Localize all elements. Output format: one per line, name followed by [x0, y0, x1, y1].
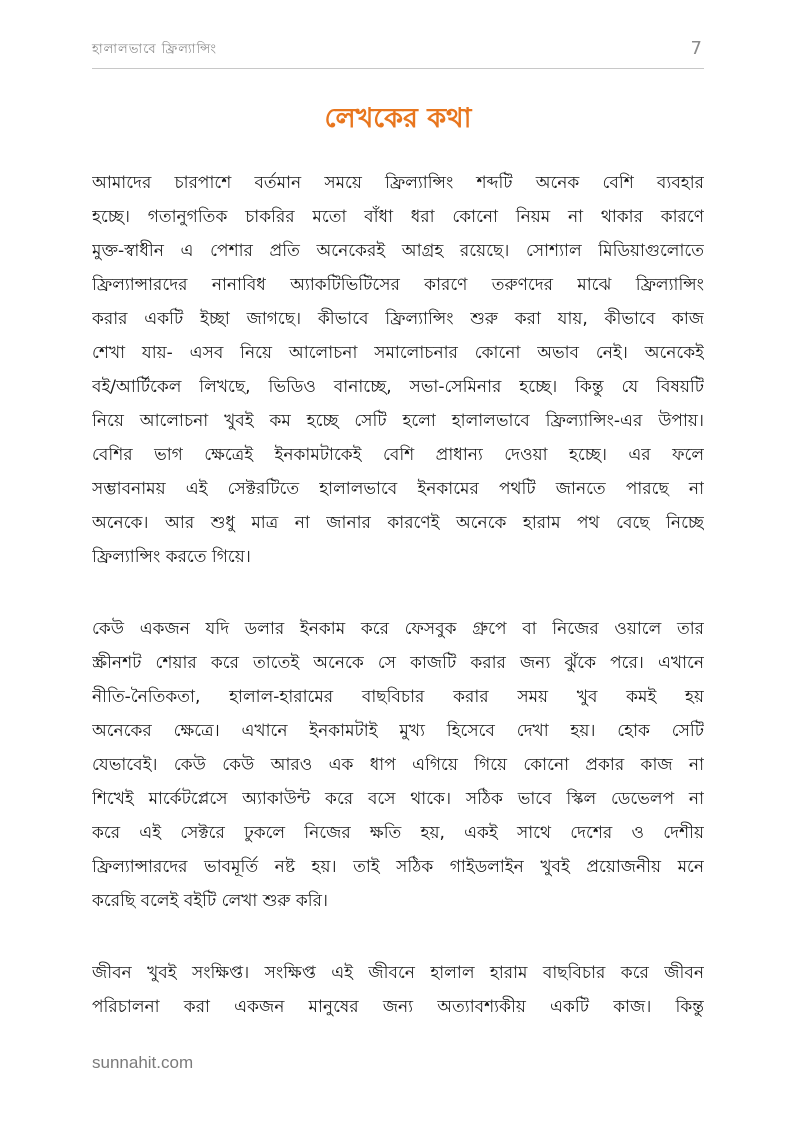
text-line: আমাদের চারপাশে বর্তমান সময়ে ফ্রিল্যান্সিং শব্দটি অনেক বেশি ব্যবহার — [92, 173, 704, 193]
text-line: করার একটি ইচ্ছা জাগছে। কীভাবে ফ্রিল্যান্সিং শুরু করা যায়, কীভাবে কাজ — [92, 309, 704, 329]
chapter-title: লেখকের কথা — [324, 103, 472, 134]
paragraph-2 — [92, 612, 704, 918]
text-line: শিখেই মার্কেটপ্লেসে অ্যাকাউন্ট করে বসে থাকে। সঠিক ভাবে স্কিল ডেভেলপ না — [92, 789, 704, 809]
text-line: বই/আর্টিকেল লিখছে, ভিডিও বানাচ্ছে, সভা-সেমিনার হচ্ছে। কিন্তু যে বিষয়টি — [92, 377, 704, 397]
text-line: স্ক্রীনশট শেয়ার করে তাতেই অনেকে সে কাজটি করার জন্য ঝুঁকে পরে। এখানে — [92, 653, 704, 673]
text-line: শেখা যায়- এসব নিয়ে আলোচনা সমালোচনার কোনো অভাব নেই। অনেকেই — [92, 343, 704, 363]
paragraph-1 — [92, 166, 704, 574]
text-line: ফ্রিল্যান্সারদের ভাবমূর্তি নষ্ট হয়। তাই সঠিক গাইডলাইন খুবই প্রয়োজনীয় মনে — [92, 857, 704, 877]
paragraph-gap — [92, 574, 704, 612]
text-line: নিয়ে আলোচনা খুবই কম হচ্ছে সেটি হলো হালালভাবে ফ্রিল্যান্সিং-এর উপায়। — [92, 411, 704, 431]
page-number: 7 — [690, 38, 702, 59]
text-line: হচ্ছে। গতানুগতিক চাকরির মতো বাঁধা ধরা কোনো নিয়ম না থাকার কারণে — [92, 207, 704, 227]
text-line: করেছি বলেই বইটি লেখা শুরু করি। — [92, 891, 329, 911]
running-title: হালালভাবে ফ্রিল্যান্সিং — [92, 42, 218, 57]
footer-site-link: sunnahit.com — [92, 1053, 194, 1072]
text-line: নীতি-নৈতিকতা, হালাল-হারামের বাছবিচার করার সময় খুব কমই হয় — [92, 687, 704, 707]
text-line: অনেকের ক্ষেত্রে। এখানে ইনকামটাই মুখ্য হিসেবে দেখা হয়। হোক সেটি — [92, 721, 704, 741]
paragraph-gap — [92, 918, 704, 956]
text-line: ফ্রিল্যান্সিং করতে গিয়ে। — [92, 547, 251, 567]
paragraph-3 — [92, 956, 704, 1024]
text-line: ফ্রিল্যান্সারদের নানাবিধ অ্যাকটিভিটিসের কারণে তরুণদের মাঝে ফ্রিল্যান্সিং — [92, 275, 704, 295]
text-line: বেশির ভাগ ক্ষেত্রেই ইনকামটাকেই বেশি প্রাধান্য দেওয়া হচ্ছে। এর ফলে — [92, 445, 704, 465]
text-line: পরিচালনা করা একজন মানুষের জন্য অত্যাবশ্যকীয় একটি কাজ। কিন্তু — [92, 997, 704, 1017]
text-line: করে এই সেক্টরে ঢুকলে নিজের ক্ষতি হয়, একই সাথে দেশের ও দেশীয় — [92, 823, 704, 843]
body-text — [92, 166, 704, 1024]
text-line: মুক্ত-স্বাধীন এ পেশার প্রতি অনেকেরই আগ্রহ রয়েছে। সোশ্যাল মিডিয়াগুলোতে — [92, 241, 704, 261]
text-line: যেভাবেই। কেউ কেউ আরও এক ধাপ এগিয়ে গিয়ে কোনো প্রকার কাজ না — [92, 755, 704, 775]
text-line: জীবন খুবই সংক্ষিপ্ত। সংক্ষিপ্ত এই জীবনে হালাল হারাম বাছবিচার করে জীবন — [92, 963, 704, 983]
text-line: সম্ভাবনাময় এই সেক্টরটিতে হালালভাবে ইনকামের পথটি জানতে পারছে না — [92, 479, 704, 499]
text-line: অনেকে। আর শুধু মাত্র না জানার কারণেই অনেকে হারাম পথ বেছে নিচ্ছে — [92, 513, 704, 533]
text-line: কেউ একজন যদি ডলার ইনকাম করে ফেসবুক গ্রুপে বা নিজের ওয়ালে তার — [92, 619, 704, 639]
running-header — [92, 38, 704, 69]
